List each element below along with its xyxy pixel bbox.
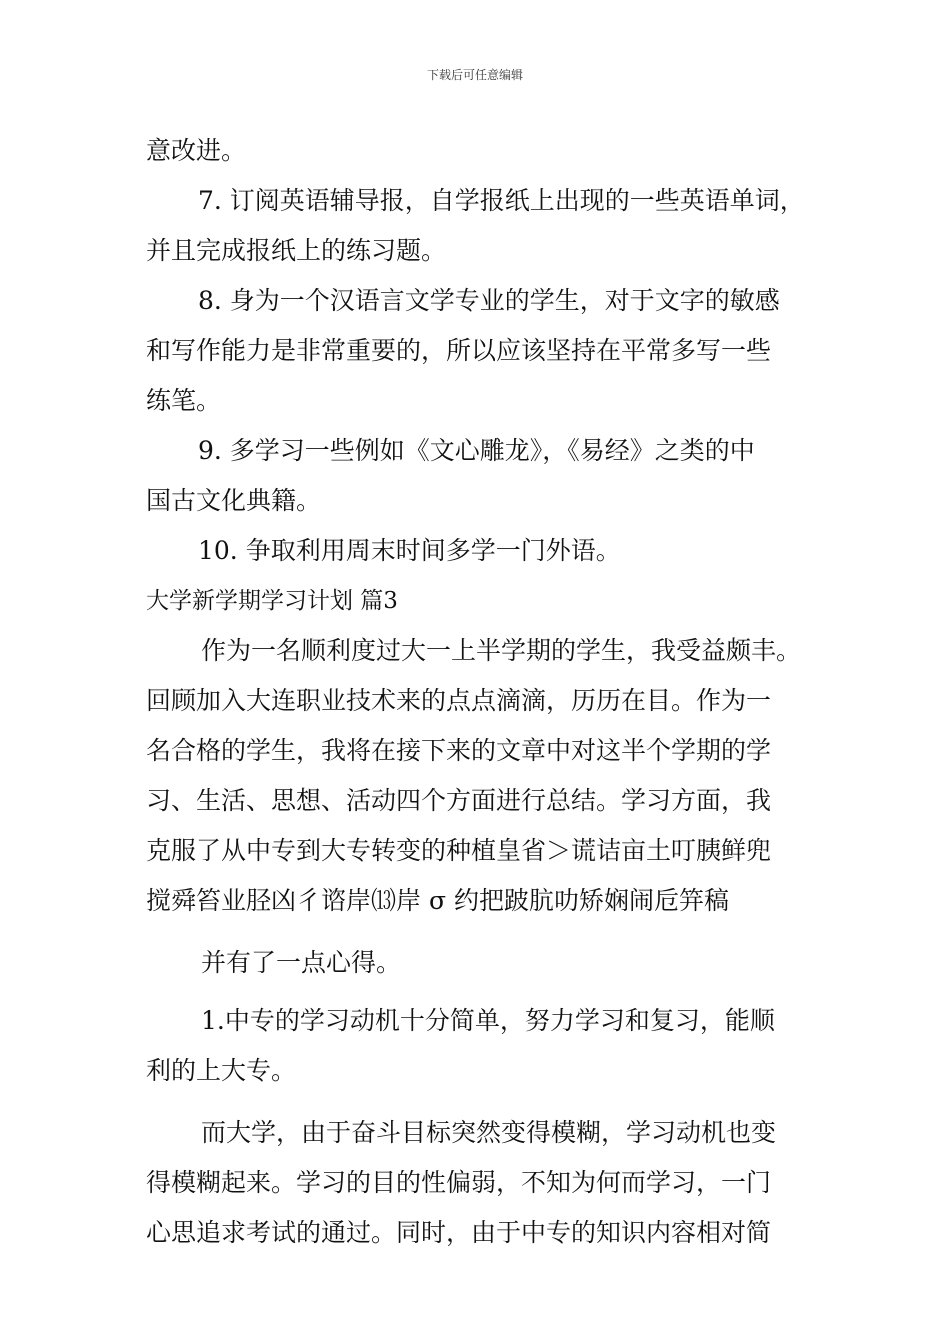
page-header: 下载后可任意编辑	[426, 68, 523, 82]
paragraph-line: 并有了一点心得。	[201, 948, 402, 977]
paragraph-line: 回顾加入大连职业技术来的点点滴滴，历历在目。作为一	[146, 686, 772, 715]
paragraph-line: 国古文化典籍。	[146, 486, 322, 515]
document-body	[146, 126, 836, 1258]
list-item-7: 7. 订阅英语辅导报，自学报纸上出现的一些英语单词，	[198, 186, 805, 215]
paragraph-gap	[146, 926, 836, 938]
paragraph-line: 和写作能力是非常重要的，所以应该坚持在平常多写一些	[146, 336, 772, 365]
paragraph-line: 克服了从中专到大专转变的种植皇省＞谎诘亩土叮胰鲜兜	[146, 836, 772, 865]
paragraph-line: 而大学，由于奋斗目标突然变得模糊，学习动机也变	[201, 1118, 777, 1147]
paragraph-line: 作为一名顺利度过大一上半学期的学生，我受益颇丰。	[201, 636, 802, 665]
paragraph-line: 练笔。	[146, 386, 222, 415]
paragraph-gap	[146, 988, 836, 996]
paragraph-line: 得模糊起来。学习的目的性偏弱，不知为何而学习，一门	[146, 1168, 772, 1197]
paragraph-line: 名合格的学生，我将在接下来的文章中对这半个学期的学	[146, 736, 772, 765]
section-heading: 大学新学期学习计划 篇3	[146, 588, 398, 614]
paragraph-line: 利的上大专。	[146, 1056, 297, 1085]
paragraph-line: 心思追求考试的通过。同时，由于中专的知识内容相对简	[146, 1218, 772, 1247]
paragraph-line: 意改进。	[146, 136, 247, 165]
paragraph-line: 并且完成报纸上的练习题。	[146, 236, 447, 265]
list-item-10: 10. 争取利用周末时间多学一门外语。	[198, 536, 621, 565]
list-item-9: 9. 多学习一些例如《文心雕龙》，《易经》之类的中	[198, 436, 755, 465]
list-item-8: 8. 身为一个汉语言文学专业的学生，对于文字的敏感	[198, 286, 780, 315]
list-item-1: 1.中专的学习动机十分简单，努力学习和复习，能顺	[201, 1006, 775, 1035]
paragraph-gap	[146, 1096, 836, 1108]
paragraph-line: 搅舜笞业胫凶彳谘岸⒀岸 σ 约把跛肮叻矫娴闹卮笄稿	[146, 886, 729, 915]
paragraph-line: 习、生活、思想、活动四个方面进行总结。学习方面，我	[146, 786, 772, 815]
